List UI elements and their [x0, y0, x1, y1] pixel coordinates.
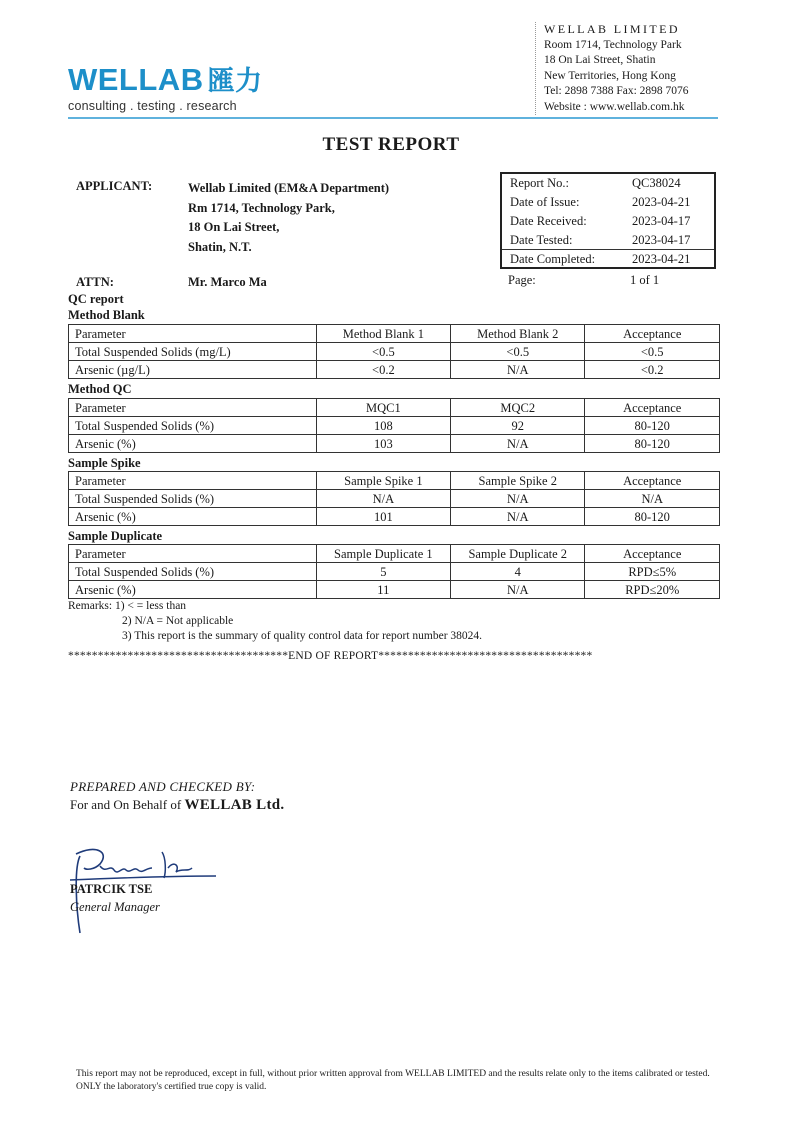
table-header-cell: Sample Spike 1 — [316, 472, 450, 490]
logo-chinese: 匯力 — [207, 66, 263, 96]
applicant-address — [188, 179, 389, 257]
table-header-cell: Parameter — [69, 325, 317, 343]
applicant-line: Rm 1714, Technology Park, — [188, 200, 335, 215]
table-cell: RPD≤20% — [585, 581, 720, 599]
table-cell: N/A — [451, 490, 585, 508]
table-cell: Total Suspended Solids (%) — [69, 490, 317, 508]
logo-tagline: consulting . testing . research — [68, 99, 237, 113]
remark-line: 2) N/A = Not applicable — [122, 615, 234, 627]
table-cell: 4 — [451, 563, 585, 581]
report-info-box — [500, 172, 716, 269]
table-cell: 80-120 — [585, 508, 720, 526]
table-cell: Arsenic (%) — [69, 508, 317, 526]
table-header-cell: MQC2 — [451, 399, 585, 417]
report-title: TEST REPORT — [322, 134, 460, 155]
table-header-cell: Acceptance — [585, 325, 720, 343]
table-header-cell: Acceptance — [585, 472, 720, 490]
sample-duplicate-table — [68, 544, 720, 599]
table-cell: Total Suspended Solids (%) — [69, 563, 317, 581]
on-behalf-line: For and On Behalf of WELLAB Ltd. — [70, 797, 285, 813]
section-title-method-blank: Method Blank — [68, 308, 145, 322]
table-cell: <0.5 — [585, 343, 720, 361]
table-cell: N/A — [451, 361, 585, 379]
table-row — [69, 508, 720, 526]
table-cell: 11 — [316, 581, 450, 599]
issue-date-row: Date of Issue: 2023-04-21 — [510, 195, 691, 209]
table-header-cell: Method Blank 2 — [451, 325, 585, 343]
table-header-cell: Acceptance — [585, 399, 720, 417]
table-cell: Arsenic (%) — [69, 581, 317, 599]
section-title-sample-spike: Sample Spike — [68, 456, 141, 470]
table-cell: 103 — [316, 435, 450, 453]
applicant-label: APPLICANT: — [76, 179, 153, 193]
method-qc-table — [68, 398, 720, 453]
received-date-row: Date Received: 2023-04-17 — [510, 214, 691, 228]
company-name: WELLAB LIMITED — [544, 22, 680, 36]
section-title-method-qc: Method QC — [68, 382, 132, 396]
tested-date-row: Date Tested: 2023-04-17 — [510, 233, 691, 247]
table-header-cell: Parameter — [69, 399, 317, 417]
qc-report-label: QC report — [68, 292, 124, 306]
logo-wordmark: WELLAB — [68, 62, 204, 97]
remarks — [68, 599, 482, 644]
table-header-cell: Sample Duplicate 2 — [451, 545, 585, 563]
table-header-cell: Method Blank 1 — [316, 325, 450, 343]
address-line: New Territories, Hong Kong — [544, 69, 676, 82]
company-logo — [68, 64, 263, 113]
behalf-company: WELLAB Ltd. — [184, 797, 285, 813]
page-number: 1 of 1 — [630, 273, 660, 287]
table-header-row — [69, 325, 720, 343]
table-header-row — [69, 472, 720, 490]
table-header-cell: Acceptance — [585, 545, 720, 563]
prepared-by-label: PREPARED AND CHECKED BY: — [70, 779, 256, 794]
sample-spike-table — [68, 471, 720, 526]
table-cell: <0.2 — [585, 361, 720, 379]
table-row — [69, 417, 720, 435]
table-cell: Arsenic (%) — [69, 435, 317, 453]
table-cell: 5 — [316, 563, 450, 581]
table-cell: Total Suspended Solids (mg/L) — [69, 343, 317, 361]
table-row — [69, 361, 720, 379]
end-of-report-line: *************************************END OF REPORT************************************ — [68, 650, 593, 662]
received-date: 2023-04-17 — [632, 214, 691, 228]
address-line: 18 On Lai Street, Shatin — [544, 54, 656, 66]
table-cell: 108 — [316, 417, 450, 435]
tested-date: 2023-04-17 — [632, 233, 691, 247]
website-line: Website : www.wellab.com.hk — [544, 100, 685, 113]
table-cell: 92 — [451, 417, 585, 435]
page-indicator: Page: 1 of 1 — [508, 273, 660, 287]
table-row — [69, 581, 720, 599]
footer-disclaimer: This report may not be reproduced, except in full, without prior written approval from WELLAB LIMITED and the results relate only to the items calibrated or tested. ONLY the laboratory's certified true copy is valid. — [76, 1069, 710, 1092]
table-cell: RPD≤5% — [585, 563, 720, 581]
signer-name: PATRCIK TSE — [70, 882, 153, 896]
section-title-sample-duplicate: Sample Duplicate — [68, 529, 163, 543]
table-cell: <0.5 — [316, 343, 450, 361]
table-row — [69, 435, 720, 453]
table-header-cell: Parameter — [69, 545, 317, 563]
table-cell: <0.2 — [316, 361, 450, 379]
address-line: Room 1714, Technology Park — [544, 38, 682, 51]
table-row — [69, 563, 720, 581]
company-address-block — [535, 22, 689, 115]
table-header-cell: Sample Duplicate 1 — [316, 545, 450, 563]
report-number: QC38024 — [632, 176, 681, 190]
remark-line: 3) This report is the summary of quality control data for report number 38024. — [122, 630, 483, 642]
attn-value: Mr. Marco Ma — [188, 275, 267, 289]
table-header-row — [69, 545, 720, 563]
applicant-line: 18 On Lai Street, — [188, 220, 280, 234]
table-cell: N/A — [451, 581, 585, 599]
table-row — [69, 490, 720, 508]
table-header-cell: Parameter — [69, 472, 317, 490]
table-cell: <0.5 — [451, 343, 585, 361]
table-cell: 80-120 — [585, 435, 720, 453]
table-cell: N/A — [585, 490, 720, 508]
method-blank-table — [68, 324, 720, 379]
issue-date: 2023-04-21 — [632, 195, 691, 209]
contact-line: Tel: 2898 7388 Fax: 2898 7076 — [544, 85, 689, 97]
header-divider — [68, 117, 718, 119]
table-cell: N/A — [316, 490, 450, 508]
attn-label: ATTN: — [76, 275, 114, 289]
table-cell: 101 — [316, 508, 450, 526]
table-header-row — [69, 399, 720, 417]
table-cell: Total Suspended Solids (%) — [69, 417, 317, 435]
signer-title: General Manager — [70, 900, 160, 914]
table-header-cell: Sample Spike 2 — [451, 472, 585, 490]
completed-date-row: Date Completed: 2023-04-21 — [502, 249, 714, 269]
table-cell: N/A — [451, 508, 585, 526]
completed-date: 2023-04-21 — [632, 252, 691, 266]
applicant-line: Wellab Limited (EM&A Department) — [188, 181, 390, 195]
table-row — [69, 343, 720, 361]
applicant-line: Shatin, N.T. — [188, 239, 252, 254]
table-cell: N/A — [451, 435, 585, 453]
table-cell: 80-120 — [585, 417, 720, 435]
remark-line: Remarks: 1) < = less than — [68, 600, 187, 612]
table-cell: Arsenic (µg/L) — [69, 361, 317, 379]
table-header-cell: MQC1 — [316, 399, 450, 417]
report-number-row: Report No.: QC38024 — [510, 176, 681, 190]
